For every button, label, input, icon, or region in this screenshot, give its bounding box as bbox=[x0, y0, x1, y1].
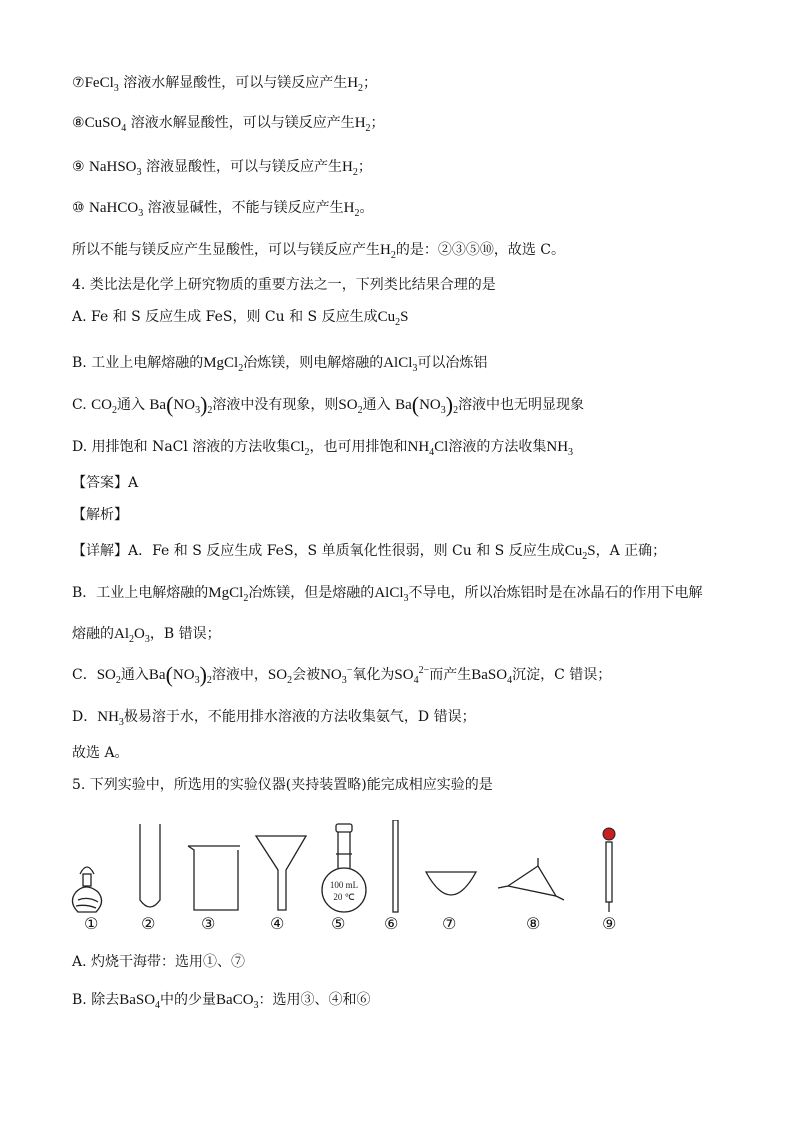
apparatus-label-6: ⑥ bbox=[384, 914, 399, 933]
apparatus-label-8: ⑧ bbox=[526, 914, 541, 933]
question-5-stem: 5. 下列实验中，所选用的实验仪器(夹持装置略)能完成相应实验的是 bbox=[72, 777, 493, 793]
apparatus-label-5: ⑤ bbox=[331, 914, 346, 933]
flask-label-volume: 100 mL bbox=[329, 880, 359, 890]
option-4d: D. 用排饱和 NaCl 溶液的方法收集$Cl_2$，也可用排饱和$NH_4Cl$溶液的方法收集$NH_3$ bbox=[72, 439, 574, 458]
apparatus-label-4: ④ bbox=[270, 914, 285, 933]
apparatus-label-2: ② bbox=[141, 914, 156, 933]
detail-line-3: 熔融的$Al_2O_3$，B 错误； bbox=[72, 626, 221, 645]
apparatus-label-1: ① bbox=[84, 914, 99, 933]
conclusion: 所以不能与镁反应产生显酸性，可以与镁反应产生$H_2$的是：②③⑤⑩，故选 C。 bbox=[72, 242, 566, 261]
detail-line-6: 故选 A。 bbox=[72, 745, 129, 761]
question-4-stem: 4. 类比法是化学上研究物质的重要方法之一，下列类比结果合理的是 bbox=[72, 277, 496, 293]
detail-line-5: D．$NH_3$极易溶于水，不能用排水溶液的方法收集氨气，D 错误； bbox=[72, 709, 476, 728]
statement-8: ⑧CuSO$_4$ 溶液水解显酸性，可以与镁反应产生$H_2$； bbox=[72, 115, 385, 134]
option-4c: C. $CO_2$通入 $Ba(NO_3)_2$溶液中没有现象，则$SO_2$通入 $Ba(NO_3)_2$溶液中也无明显现象 bbox=[72, 392, 585, 417]
evaporating-dish-icon bbox=[426, 872, 476, 895]
item-number: ⑦ bbox=[72, 75, 85, 91]
statement-7: ⑦FeCl$_3$ 溶液水解显酸性，可以与镁反应产生$H_2$； bbox=[72, 75, 378, 94]
apparatus-label-7: ⑦ bbox=[442, 914, 457, 933]
answer-label: 【答案】A bbox=[72, 475, 139, 491]
beaker-icon bbox=[188, 846, 240, 910]
detail-line-4: C．$SO_2$通入$Ba(NO_3)_2$溶液中，$SO_2$会被$NO_3^-$氧化为$SO_4^{2-}$而产生BaSO$_4$沉淀，C 错误； bbox=[72, 662, 612, 687]
apparatus-label-9: ⑨ bbox=[602, 914, 617, 933]
flask-label-temp: 20 ℃ bbox=[333, 892, 355, 902]
dropper-icon bbox=[606, 842, 612, 912]
detail-line-1: 【详解】A．Fe 和 S 反应生成 FeS，S 单质氧化性很弱，则 Cu 和 S 反应生成$Cu_2S$，A 正确； bbox=[72, 543, 667, 562]
item-number: ⑧ bbox=[72, 115, 85, 131]
analysis-label: 【解析】 bbox=[72, 507, 128, 523]
option-4a: A. Fe 和 S 反应生成 FeS，则 Cu 和 S 反应生成$Cu_2S$ bbox=[72, 309, 409, 328]
option-5a: A. 灼烧干海带：选用①、⑦ bbox=[72, 954, 246, 970]
apparatus-label-3: ③ bbox=[201, 914, 216, 933]
item-number: ⑨ bbox=[72, 159, 85, 175]
funnel-icon bbox=[256, 836, 306, 910]
option-4b: B. 工业上电解熔融的MgCl$_2$冶炼镁，则电解熔融的AlCl$_3$可以冶炼铝 bbox=[72, 355, 488, 374]
statement-9: ⑨ NaHSO$_3$ 溶液显酸性，可以与镁反应产生$H_2$； bbox=[72, 159, 372, 178]
glass-rod-icon bbox=[393, 820, 398, 912]
statement-10: ⑩ NaHCO$_3$ 溶液显碱性，不能与镁反应产生$H_2$。 bbox=[72, 200, 374, 219]
test-tube-icon bbox=[140, 824, 160, 907]
clay-triangle-icon bbox=[498, 858, 564, 900]
option-5b: B. 除去BaSO$_4$中的少量BaCO$_3$：选用③、④和⑥ bbox=[72, 992, 371, 1011]
item-number: ⑩ bbox=[72, 200, 85, 216]
alcohol-lamp-icon bbox=[72, 867, 101, 912]
detail-line-2: B．工业上电解熔融的MgCl$_2$冶炼镁，但是熔融的AlCl$_3$不导电，所以冶炼铝时是在冰晶石的作用下电解 bbox=[72, 585, 703, 604]
